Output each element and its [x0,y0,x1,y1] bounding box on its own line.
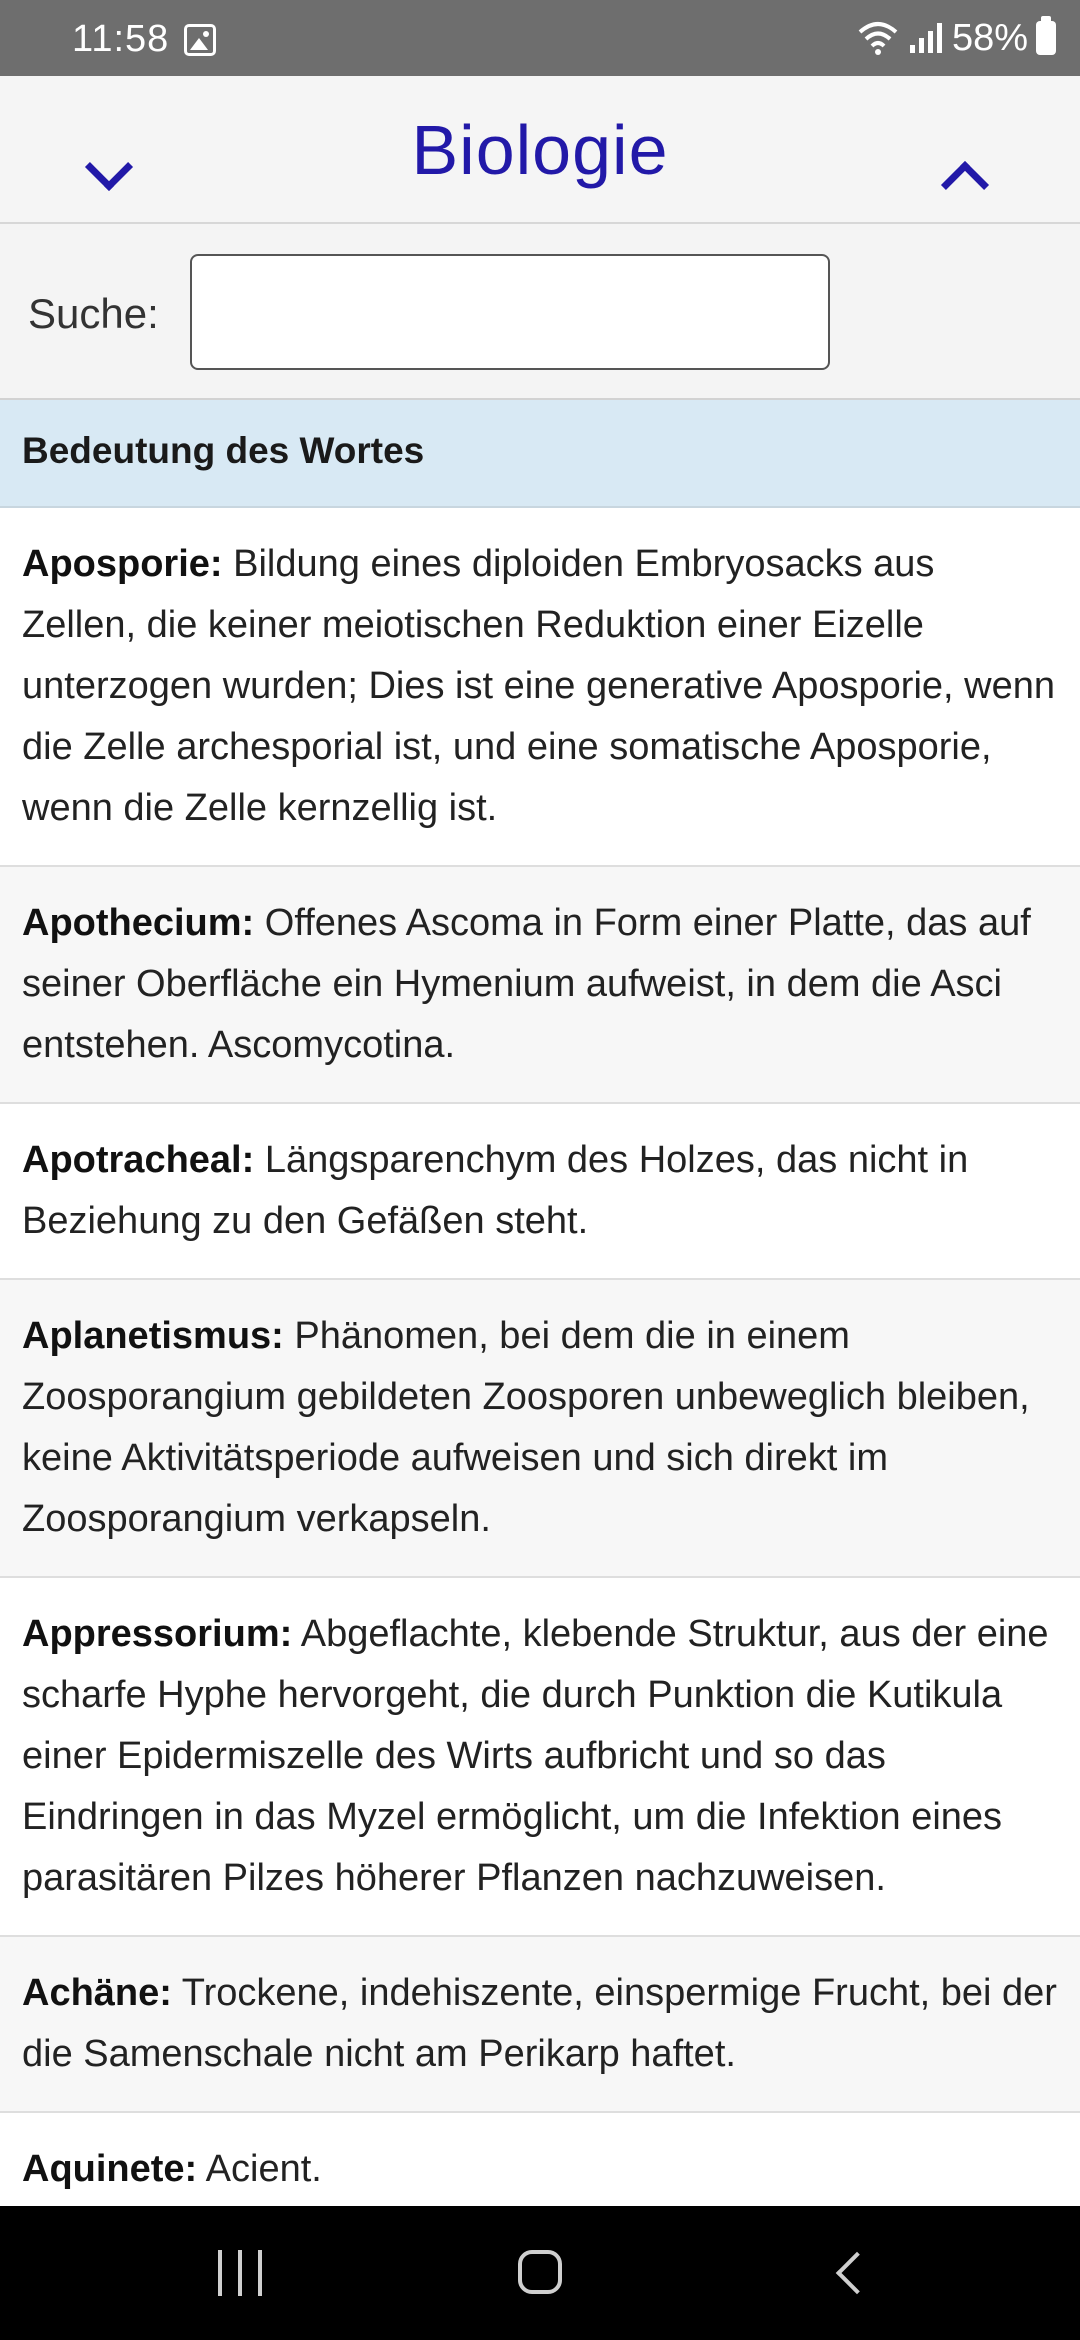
list-item[interactable] [0,1578,1080,1937]
image-icon [184,24,216,56]
entry-definition: Trockene, indehiszente, einspermige Frucht, bei der die Samenschale nicht am Perikarp haftet. [22,1972,1057,2075]
search-input[interactable] [190,254,830,370]
scroll-top-button[interactable] [950,106,1050,206]
status-right [856,18,1056,58]
status-bar [0,0,1080,76]
entry-definition: Bildung eines diploiden Embryosacks aus Zellen, die keiner meiotischen Reduktion einer Eizelle unterzogen wurden; Dies ist eine generative Aposporie, wenn die Zelle archesporial ist, und eine somatische Aposporie, wenn die Zelle kernzellig ist. [22,543,1055,829]
entry-term: Apothecium: [22,902,255,944]
entry-term: Apotracheal: [22,1139,255,1181]
list-item[interactable] [0,1280,1080,1578]
entry-definition: Acient. [197,2148,322,2190]
battery-icon [1036,21,1056,55]
home-icon[interactable] [518,2250,562,2294]
entry-term: Aposporie: [22,543,223,585]
table-header-label: Bedeutung des Wortes [22,430,425,471]
entry-term: Appressorium: [22,1613,293,1655]
entry-definition: Offenes Ascoma in Form einer Platte, das auf seiner Oberfläche ein Hymenium aufweist, in dem die Asci entstehen. Ascomycotina. [22,902,1031,1066]
battery-percent: 58% [951,16,1028,59]
list-item[interactable] [0,1104,1080,1280]
search-label: Suche: [28,290,159,337]
entry-definition: Abgeflachte, klebende Struktur, aus der eine scharfe Hyphe hervorgeht, die durch Punktion die Kutikula einer Epidermiszelle des Wirts aufbricht und so das Eindringen in das Myzel ermöglicht, um die Infektion eines parasitären Pilzes höherer Pflanzen nachzuweisen. [22,1613,1049,1899]
app-header [0,76,1080,224]
wifi-icon [856,20,900,56]
recent-apps-icon[interactable] [218,2250,262,2296]
search-bar [0,224,1080,400]
signal-icon [908,21,944,55]
status-time: 11:58 [72,18,170,60]
page-title: Biologie [411,111,669,189]
entry-term: Aplanetismus: [22,1315,284,1357]
entry-definition: Längsparenchym des Holzes, das nicht in Beziehung zu den Gefäßen steht. [22,1139,969,1242]
glossary-list [0,508,1080,2228]
system-nav-bar [0,2206,1080,2340]
entry-definition: Phänomen, bei dem die in einem Zoosporangium gebildeten Zoosporen unbeweglich bleiben, keine Aktivitätsperiode aufweisen und sich direkt im Zoosporangium verkapseln. [22,1315,1030,1540]
list-item[interactable] [0,867,1080,1104]
entry-term: Aquinete: [22,2148,198,2190]
back-icon[interactable] [836,2252,878,2294]
entry-term: Achäne: [22,1972,172,2014]
list-item[interactable] [0,508,1080,867]
list-item[interactable] [0,1937,1080,2113]
table-header [0,400,1080,508]
